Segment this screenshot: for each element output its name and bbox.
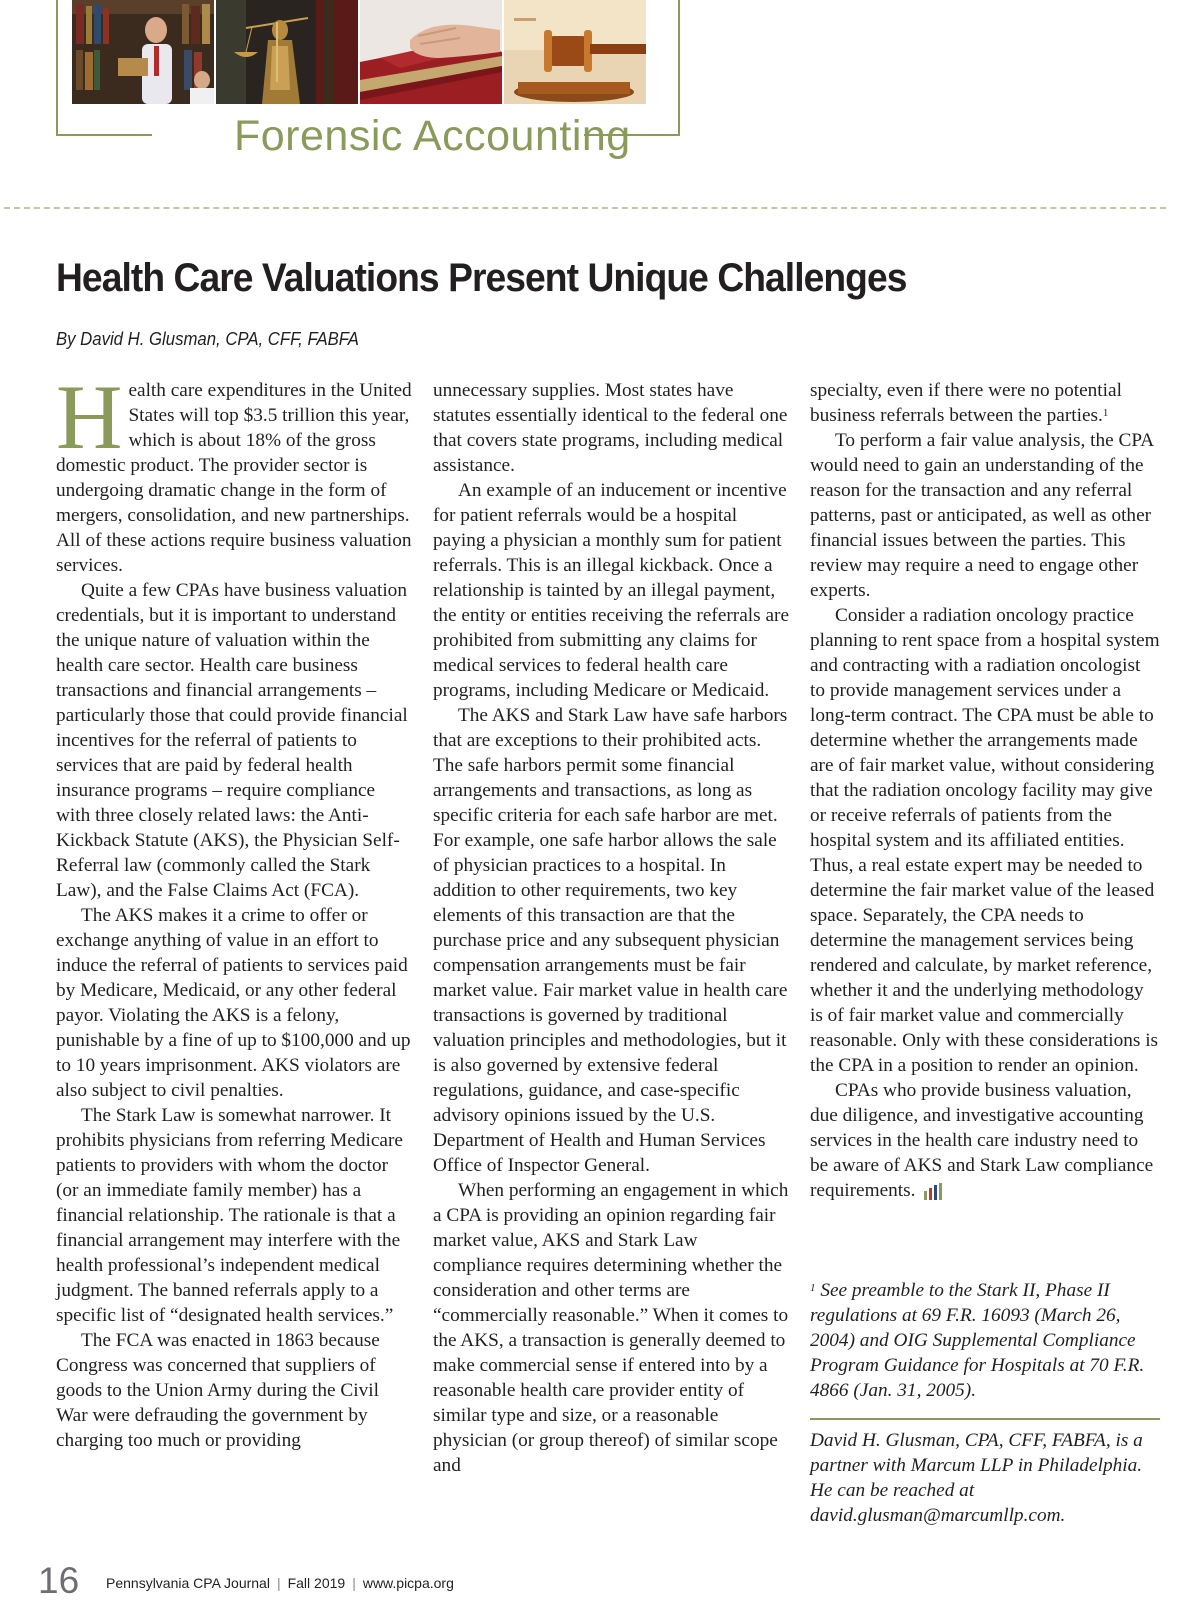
paragraph-text: specialty, even if there were no potential business referrals between the parties. bbox=[810, 380, 1122, 426]
paragraph: An example of an inducement or incentive for patient referrals would be a hospital paying a physician a monthly sum for patient referrals. This is an illegal kickback. Once a relationship is tainted by an illegal payment, the entity or entities receiving the referrals are prohibited from submitting any claims for medical services to federal health care programs, including Medicare or Medicaid. bbox=[433, 480, 789, 701]
gavel-photo bbox=[504, 0, 646, 104]
article-headline: Health Care Valuations Present Unique Challenges bbox=[56, 256, 907, 300]
paragraph bbox=[56, 366, 413, 578]
end-of-article-icon bbox=[921, 1182, 945, 1202]
footer-separator: | bbox=[276, 1575, 281, 1591]
library-photo bbox=[72, 0, 214, 104]
issue-date: Fall 2019 bbox=[287, 1575, 346, 1591]
article-byline: By David H. Glusman, CPA, CFF, FABFA bbox=[56, 329, 359, 349]
paragraph: The Stark Law is somewhat narrower. It prohibits physicians from referring Medicare patients to providers with whom the doctor (or an immediate family member) has a financial relationship. The rationale is that a financial arrangement may interfere with the health professional’s independent medical judgment. The banned referrals apply to a specific list of “designated health services.” bbox=[56, 1105, 403, 1326]
page-footer bbox=[106, 1575, 454, 1591]
frame-line-right bbox=[678, 0, 680, 136]
footnote-text: See preamble to the Stark II, Phase II regulations at 69 F.R. 16093 (March 26, 2004) and OIG Supplemental Compliance Program Guidance for Hospitals at 70 F.R. 4866 (Jan. 31, 2005). bbox=[810, 1280, 1145, 1401]
paragraph: Quite a few CPAs have business valuation credentials, but it is important to understand the unique nature of valuation within the health care sector. Health care business transactions and financial arrangements – particularly those that could provide financial incentives for the referral of patients to services that are paid by federal health insurance programs – require compliance with three closely related laws: the Anti-Kickback Statute (AKS), the Physician Self-Referral law (commonly called the Stark Law), and the False Claims Act (FCA). bbox=[56, 580, 408, 901]
website-link[interactable]: www.picpa.org bbox=[362, 1575, 454, 1591]
footer-separator: | bbox=[352, 1575, 356, 1591]
paragraph: unnecessary supplies. Most states have statutes essentially identical to the federal one that covers state programs, including medical assistance. bbox=[433, 380, 788, 476]
footnote-reference: 1 bbox=[1102, 407, 1109, 419]
article-column-1 bbox=[56, 366, 413, 1453]
paragraph: Consider a radiation oncology practice planning to rent space from a hospital system and contracting with a radiation oncologist to provide management services under a long-term contract. The CPA must be able to determine whether the arrangements made are of fair market value, without considering that the radiation oncology facility may give or receive referrals of patients from the hospital system and its affiliated entities. Thus, a real estate expert may be needed to determine the fair market value of the leased space. Separately, the CPA needs to determine the management services being rendered and calculate, by market reference, whether it and the underlying methodology is of fair market value and commercially reasonable. Only with these considerations is the CPA in a position to render an opinion. bbox=[810, 605, 1160, 1076]
article-column-3 bbox=[810, 378, 1160, 1203]
author-bio-text: David H. Glusman, CPA, CFF, FABFA, is a partner with Marcum LLP in Philadelphia. He can be reached at david.glusman@marcumllp.com. bbox=[810, 1430, 1143, 1526]
paragraph: The AKS makes it a crime to offer or exchange anything of value in an effort to induce the referral of patients to services paid by Medicare, Medicaid, or any other federal payor. Violating the AKS is a felony, punishable by a fine of up to $100,000 and up to 10 years imprisonment. AKS violators are also subject to civil penalties. bbox=[56, 905, 411, 1101]
hand-on-book-photo bbox=[360, 0, 502, 104]
section-title: Forensic Accounting bbox=[234, 112, 631, 160]
bio-divider bbox=[810, 1418, 1160, 1420]
frame-line-left bbox=[56, 0, 58, 136]
paragraph-text: ealth care expenditures in the United States will top $3.5 trillion this year, which is about 18% of the gross domestic product. The provider sector is undergoing dramatic change in the form of mergers, consolidation, and new partnerships. All of these actions require business valuation services. bbox=[56, 380, 412, 576]
section-header bbox=[56, 0, 680, 160]
author-bio bbox=[810, 1428, 1160, 1528]
footnote-number: 1 bbox=[810, 1282, 816, 1294]
paragraph bbox=[810, 378, 1160, 428]
dashed-divider bbox=[4, 207, 1166, 209]
paragraph: The AKS and Stark Law have safe harbors that are exceptions to their prohibited acts. The safe harbors permit some financial arrangements and transactions, as long as specific criteria for each safe harbor are met. For example, one safe harbor allows the sale of physician practices to a hospital. In addition to other requirements, two key elements of this transaction are that the purchase price and any subsequent physician compensation arrangements must be fair market value. Fair market value in health care transactions is governed by traditional valuation principles and methodologies, but it is also governed by extensive federal regulations, guidance, and case-specific advisory opinions issued by the U.S. Department of Health and Human Services Office of Inspector General. bbox=[433, 705, 788, 1176]
page-number: 16 bbox=[38, 1560, 80, 1601]
paragraph: The FCA was enacted in 1863 because Congress was concerned that suppliers of goods to the Union Army during the Civil War were defrauding the government by charging too much or providing bbox=[56, 1330, 380, 1451]
drop-cap: H bbox=[56, 366, 123, 468]
paragraph: When performing an engagement in which a CPA is providing an opinion regarding fair market value, AKS and Stark Law compliance requires determining whether the consideration and other terms are “commercially reasonable.” When it comes to the AKS, a transaction is generally deemed to make commercial sense if entered into by a reasonable health care provider entity of similar type and size, or a reasonable physician (or group thereof) of similar scope and bbox=[433, 1180, 789, 1476]
publication-name: Pennsylvania CPA Journal bbox=[106, 1575, 270, 1591]
lady-justice-photo bbox=[216, 0, 358, 104]
paragraph: To perform a fair value analysis, the CPA would need to gain an understanding of the reason for the transaction and any referral patterns, past or anticipated, as well as other financial issues between the parties. This review may require a need to engage other experts. bbox=[810, 430, 1154, 601]
paragraph-text: CPAs who provide business valuation, due diligence, and investigative accounting services in the health care industry need to be aware of AKS and Stark Law compliance requirements. bbox=[810, 1080, 1154, 1201]
frame-line-bottom-left bbox=[56, 134, 152, 136]
article-column-2 bbox=[433, 378, 790, 1478]
footnote bbox=[810, 1278, 1160, 1403]
paragraph bbox=[810, 1078, 1160, 1203]
